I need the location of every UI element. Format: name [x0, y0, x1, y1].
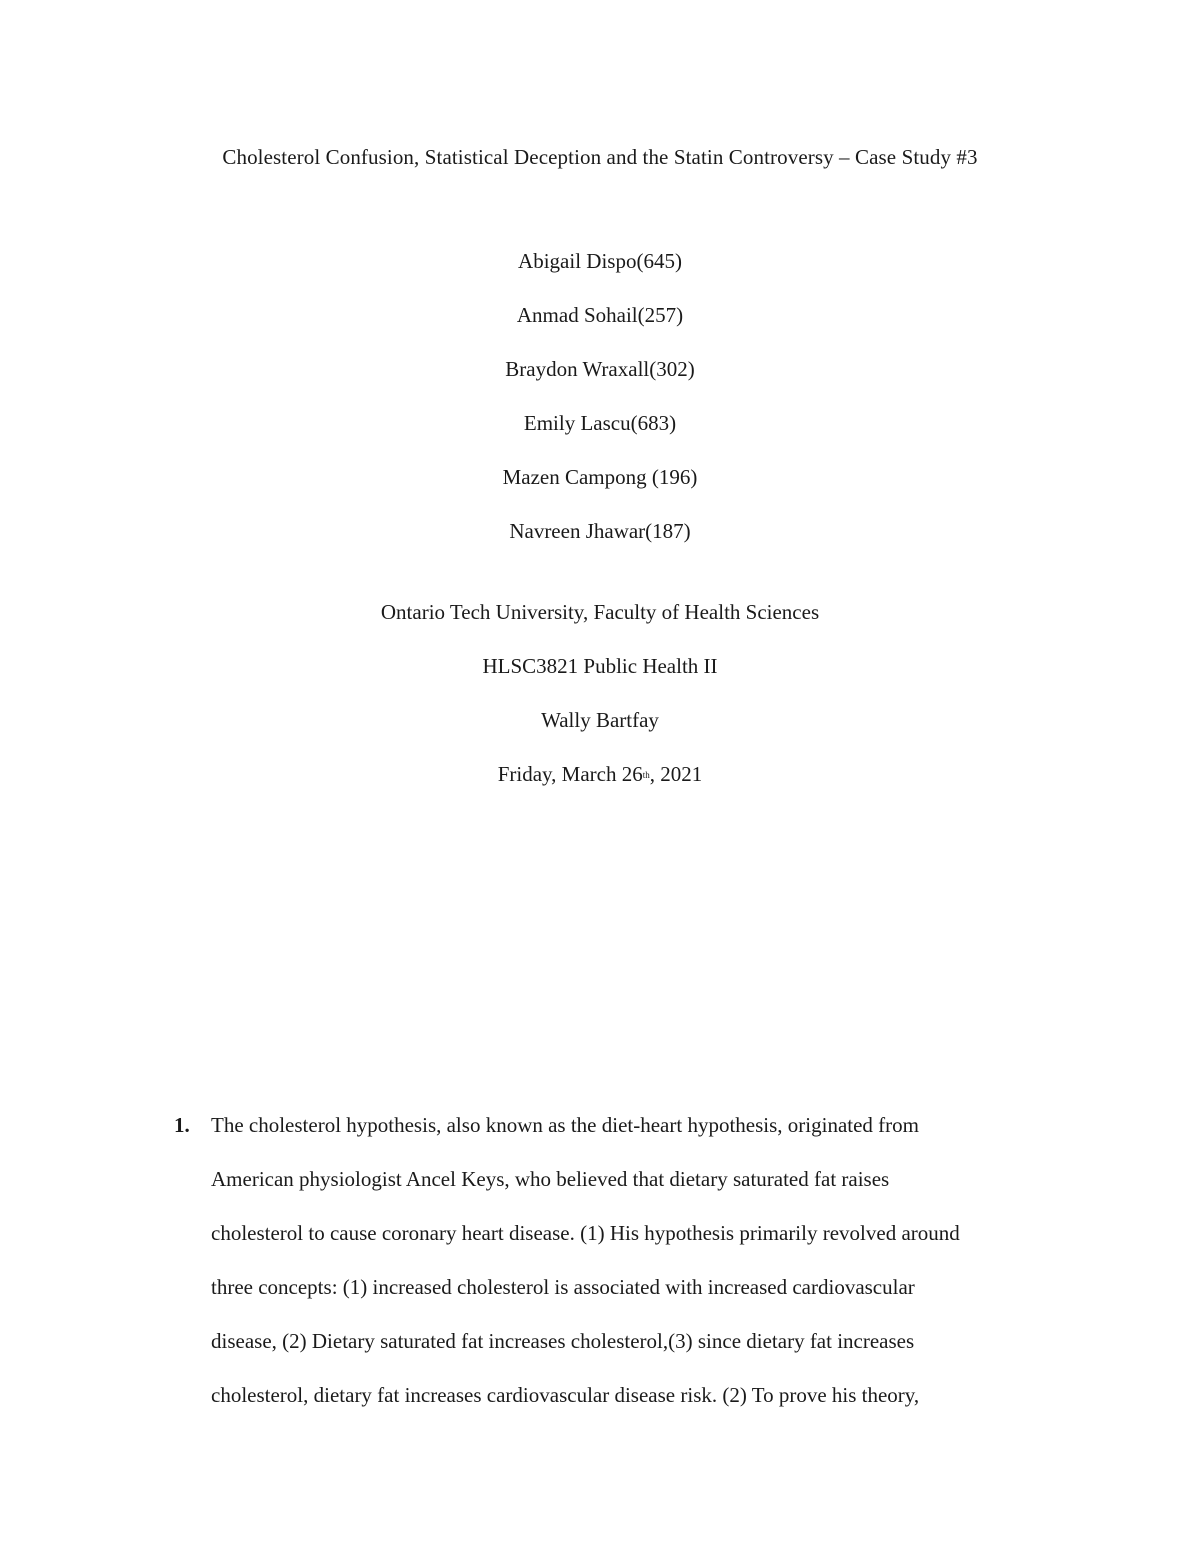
submission-date: [0, 759, 1200, 813]
document-title: Cholesterol Confusion, Statistical Deception and the Statin Controversy – Case Study #3: [222, 145, 978, 169]
author-name: Abigail Dispo(645): [518, 249, 682, 273]
question-1: [174, 1108, 1071, 1432]
course-name: HLSC3821 Public Health II: [482, 654, 718, 678]
author-list: [0, 246, 1200, 570]
paragraph-line: American physiologist Ancel Keys, who believed that dietary saturated fat raises: [211, 1167, 890, 1191]
paragraph-line: disease, (2) Dietary saturated fat increases cholesterol,(3) since dietary fat increases: [211, 1329, 915, 1353]
author-name: Braydon Wraxall(302): [505, 357, 695, 381]
paragraph-line: The cholesterol hypothesis, also known as the diet-heart hypothesis, originated from: [211, 1113, 920, 1137]
institution: Ontario Tech University, Faculty of Health Sciences: [380, 600, 820, 624]
author-name: Mazen Campong (196): [502, 465, 698, 489]
instructor-name: Wally Bartfay: [541, 708, 659, 732]
course-info: [0, 597, 1200, 813]
date-ordinal-suffix: th: [642, 770, 650, 780]
date-main: Friday, March 26: [497, 762, 643, 786]
author-name: Navreen Jhawar(187): [509, 519, 691, 543]
author-name: Anmad Sohail(257): [516, 303, 684, 327]
question-number: 1.: [174, 1113, 190, 1137]
author-name: Emily Lascu(683): [523, 411, 677, 435]
paragraph-line: cholesterol to cause coronary heart disease. (1) His hypothesis primarily revolved around: [211, 1221, 960, 1245]
paragraph-line: cholesterol, dietary fat increases cardiovascular disease risk. (2) To prove his theory,: [211, 1383, 920, 1407]
paragraph-line: three concepts: (1) increased cholesterol is associated with increased cardiovascular: [211, 1275, 915, 1299]
date-year: , 2021: [649, 762, 703, 786]
